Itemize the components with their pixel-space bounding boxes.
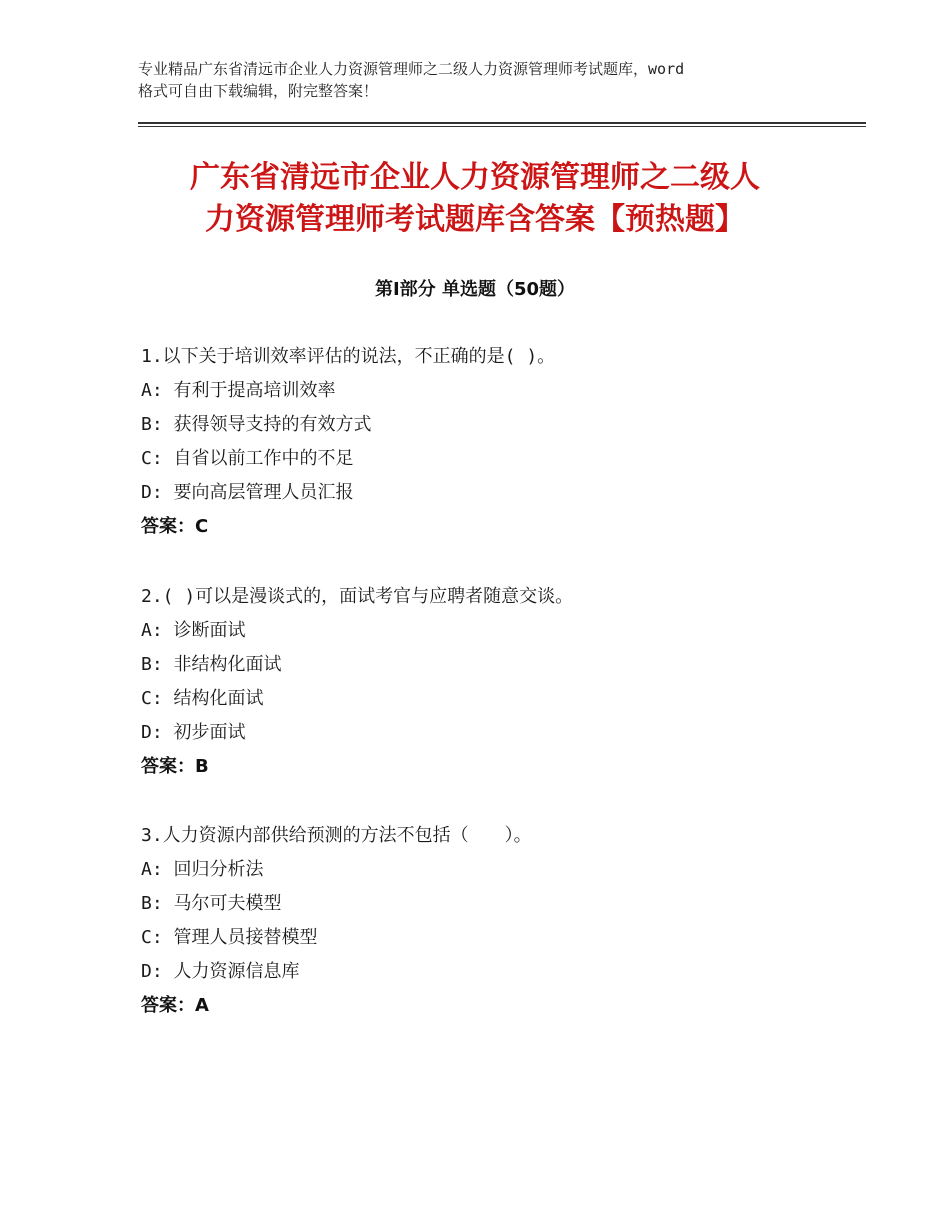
option-b: B: 马尔可夫模型 <box>141 893 282 914</box>
question-2 <box>141 580 861 784</box>
option-c: C: 结构化面试 <box>141 688 264 709</box>
question-stem: 3.人力资源内部供给预测的方法不包括（ ）。 <box>141 825 532 846</box>
question-3 <box>141 819 861 1023</box>
section-heading: 第Ⅰ部分 单选题（50题） <box>374 279 575 300</box>
option-d: D: 初步面试 <box>141 722 246 743</box>
option-d: D: 人力资源信息库 <box>141 961 300 982</box>
answer: 答案：A <box>141 995 209 1016</box>
title-line-2: 力资源管理师考试题库含答案【预热题】 <box>205 202 745 237</box>
answer: 答案：B <box>141 756 209 777</box>
option-d: D: 要向高层管理人员汇报 <box>141 482 354 503</box>
question-stem: 2.( )可以是漫谈式的，面试考官与应聘者随意交谈。 <box>141 586 574 607</box>
question-1 <box>141 340 861 544</box>
option-c: C: 自省以前工作中的不足 <box>141 448 354 469</box>
option-b: B: 非结构化面试 <box>141 654 282 675</box>
header-divider-thin <box>138 126 866 127</box>
option-b: B: 获得领导支持的有效方式 <box>141 414 372 435</box>
header-note-line-1: 专业精品广东省清远市企业人力资源管理师之二级人力资源管理师考试题库，word <box>138 60 685 78</box>
document-title <box>120 157 830 241</box>
option-a: A: 回归分析法 <box>141 859 264 880</box>
header-note <box>138 58 838 102</box>
title-line-1: 广东省清远市企业人力资源管理师之二级人 <box>190 160 760 195</box>
header-note-line-2: 格式可自由下载编辑，附完整答案！ <box>138 82 379 100</box>
option-a: A: 有利于提高培训效率 <box>141 380 336 401</box>
question-stem: 1.以下关于培训效率评估的说法，不正确的是( )。 <box>141 346 556 367</box>
option-c: C: 管理人员接替模型 <box>141 927 318 948</box>
option-a: A: 诊断面试 <box>141 620 246 641</box>
header-divider-thick <box>138 122 866 124</box>
answer: 答案：C <box>141 516 209 537</box>
